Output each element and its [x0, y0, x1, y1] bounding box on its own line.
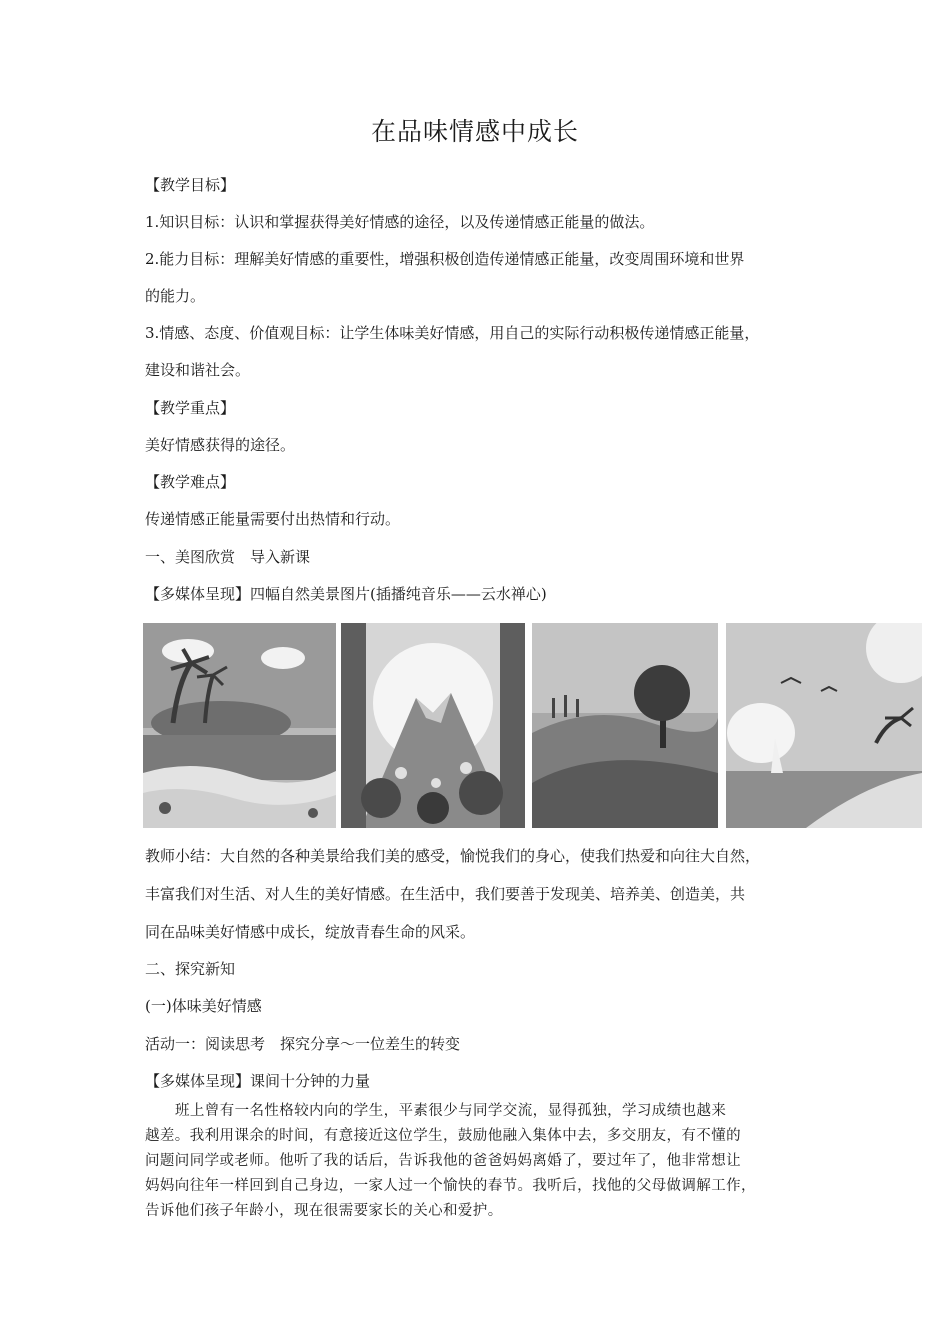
story-line2: 越差。我利用课余的时间，有意接近这位学生，鼓励他融入集体中去，多交朋友，有不懂的	[145, 1128, 741, 1144]
hill-tree-image	[532, 623, 718, 828]
story-line3: 问题问同学或老师。他听了我的话后，告诉我他的爸爸妈妈离婚了，要过年了，他非常想让	[145, 1153, 741, 1169]
story-line4: 妈妈向往年一样回到自己身边，一家人过一个愉快的春节。我听后，找他的父母做调解工作，	[145, 1178, 756, 1194]
story-line1: 班上曾有一名性格较内向的学生，平素很少与同学交流，显得孤独，学习成绩也越来	[175, 1103, 727, 1119]
story-line5: 告诉他们孩子年龄小，现在很需要家长的关心和爱护。	[145, 1203, 503, 1219]
seaside-birds-image	[726, 623, 922, 828]
seaside-birds-icon	[726, 623, 922, 828]
multimedia-note-2: 【多媒体呈现】课间十分钟的力量	[145, 1072, 371, 1090]
subsection-one-heading: (一)体味美好情感	[145, 997, 262, 1015]
nature-image-gallery	[143, 623, 922, 828]
multimedia-note-1: 【多媒体呈现】四幅自然美景图片(插播纯音乐——云水禅心)	[145, 585, 547, 603]
teacher-summary-line3: 同在品味美好情感中成长，绽放青春生命的风采。	[145, 923, 476, 941]
mountain-sunrise-icon	[341, 623, 525, 828]
objective-ability-line1: 2.能力目标：理解美好情感的重要性，增强积极创造传递情感正能量，改变周围环境和世界	[145, 250, 745, 268]
objective-ability-line2: 的能力。	[145, 287, 206, 305]
key-point-text: 美好情感获得的途径。	[145, 436, 296, 454]
difficulty-heading: 【教学难点】	[145, 473, 236, 491]
objective-emotion-line2: 建设和谐社会。	[145, 361, 251, 379]
objective-emotion-line1: 3.情感、态度、价值观目标：让学生体味美好情感，用自己的实际行动积极传递情感正能量，	[145, 324, 760, 342]
hill-tree-icon	[532, 623, 718, 828]
mountain-sunrise-image	[341, 623, 525, 828]
difficulty-text: 传递情感正能量需要付出热情和行动。	[145, 510, 401, 528]
beach-palm-image	[143, 623, 336, 828]
section-one-heading: 一、美图欣赏 导入新课	[145, 548, 311, 566]
teacher-summary-line1: 教师小结：大自然的各种美景给我们美的感受，愉悦我们的身心，使我们热爱和向往大自然，	[145, 847, 761, 865]
page-title: 在品味情感中成长	[370, 117, 579, 146]
section-two-heading: 二、探究新知	[145, 960, 236, 978]
activity-one-heading: 活动一：阅读思考 探究分享～一位差生的转变	[145, 1035, 461, 1053]
objectives-heading: 【教学目标】	[145, 176, 236, 194]
objective-knowledge: 1.知识目标：认识和掌握获得美好情感的途径，以及传递情感正能量的做法。	[145, 213, 655, 231]
beach-palm-icon	[143, 623, 336, 828]
teacher-summary-line2: 丰富我们对生活、对人生的美好情感。在生活中，我们要善于发现美、培养美、创造美，共	[145, 885, 746, 903]
key-point-heading: 【教学重点】	[145, 399, 236, 417]
